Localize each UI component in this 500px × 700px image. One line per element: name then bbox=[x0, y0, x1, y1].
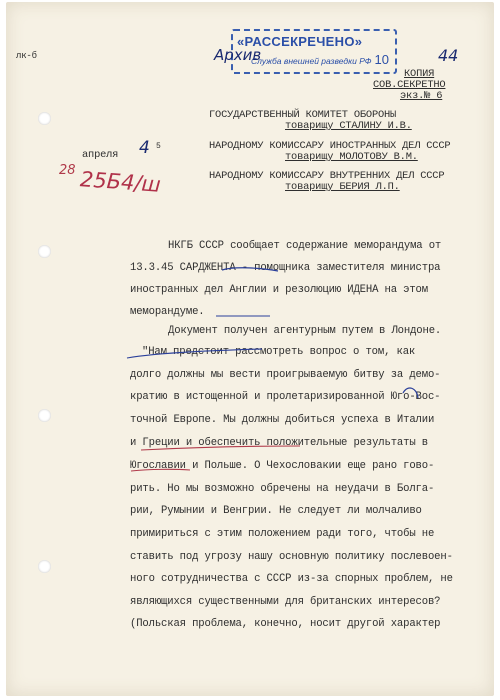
left-mark: 28 bbox=[59, 163, 76, 178]
addressee-person: товарищу БЕРИЯ Л.П. bbox=[285, 181, 400, 193]
body-line: являющихся существенными для британских интересов? bbox=[130, 596, 441, 608]
date-label: апреля bbox=[82, 149, 119, 161]
body-line: ного сотрудничества с СССР из-за спорных проблем, не bbox=[130, 573, 453, 585]
addressee-org: НАРОДНОМУ КОМИССАРУ ВНУТРЕННИХ ДЕЛ СССР bbox=[209, 170, 445, 182]
body-line: и Греции и обеспечить положительные результаты в bbox=[130, 437, 428, 449]
copy-label: КОПИЯ bbox=[404, 68, 435, 80]
body-line: примириться с этим положением ради того, чтобы не bbox=[130, 528, 435, 540]
stamp-number: 10 bbox=[374, 52, 389, 67]
signature-over-stamp: Архив bbox=[214, 46, 262, 64]
date-digit: 4 bbox=[139, 138, 150, 158]
body-line: точной Европе. Мы должны добиться успеха в Италии bbox=[130, 414, 435, 426]
punch-hole bbox=[38, 245, 51, 258]
secrecy-label: СОВ.СЕКРЕТНО bbox=[373, 79, 446, 91]
addressee-person: товарищу МОЛОТОВУ В.М. bbox=[285, 151, 418, 163]
body-line: 13.3.45 САРДЖЕНТА - помощника заместителя министра bbox=[130, 262, 441, 274]
body-line: (Польская проблема, конечно, носит другой характер bbox=[130, 618, 441, 630]
year-digit: 5 bbox=[156, 142, 161, 151]
corner-code: лк-б bbox=[16, 51, 37, 61]
body-line: НКГБ СССР сообщает содержание меморандума от bbox=[168, 240, 442, 252]
body-line: Документ получен агентурным путем в Лондоне. bbox=[168, 325, 442, 337]
body-line: ставить под угрозу нашу основную политику послевоен- bbox=[130, 551, 453, 563]
body-line: иностранных дел Англии и резолюцию ИДЕНА на этом bbox=[130, 284, 428, 296]
body-line: рить. Но мы возможно обречены на неудачи в Болга- bbox=[130, 483, 435, 495]
page-number: 44 bbox=[438, 46, 459, 65]
punch-hole bbox=[38, 560, 51, 573]
addressee-org: НАРОДНОМУ КОМИССАРУ ИНОСТРАННЫХ ДЕЛ СССР bbox=[209, 140, 451, 152]
addressee-person: товарищу СТАЛИНУ И.В. bbox=[285, 120, 412, 132]
body-line: меморандуме. bbox=[130, 306, 205, 318]
stamp-service: Служба внешней разведки РФ bbox=[251, 56, 372, 66]
body-line: долго должны мы вести проигрываемую битву за демо- bbox=[130, 369, 441, 381]
addressee-org: ГОСУДАРСТВЕННЫЙ КОМИТЕТ ОБОРОНЫ bbox=[209, 109, 397, 121]
stamp-title: «РАССЕКРЕЧЕНО» bbox=[237, 34, 363, 49]
body-line: кратию в истощенной и пролетаризированной Юго-Вос- bbox=[130, 391, 441, 403]
punch-hole bbox=[38, 409, 51, 422]
punch-hole bbox=[38, 112, 51, 125]
body-line: рии, Румынии и Венгрии. Не следует ли молчаливо bbox=[130, 505, 422, 517]
body-line: Югославии и Польше. О Чехословакии еще рано гово- bbox=[130, 460, 435, 472]
copy-number: экз.№ 6 bbox=[400, 90, 443, 102]
body-line: "Нам предстоит рассмотреть вопрос о том, как bbox=[142, 346, 416, 358]
reference-number: 25Б4/ш bbox=[79, 167, 162, 197]
